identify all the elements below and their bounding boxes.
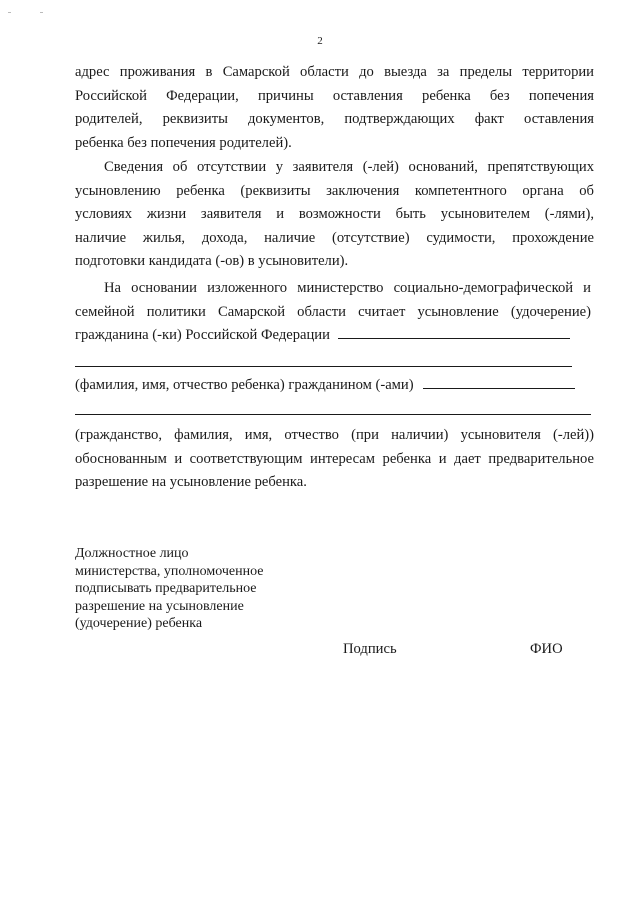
citizen-line-label: гражданина (-ки) Российской Федерации [75, 327, 330, 343]
paragraph-residence-continuation [75, 61, 594, 155]
adopter-blank [423, 374, 575, 389]
official-title-line: Должностное лицо [75, 546, 189, 561]
text-line: подготовки кандидата (-ов) в усыновители). [75, 253, 349, 269]
text-line: На основании изложенного министерство социально-демографической и [104, 280, 591, 296]
text-line: усыновлению ребенка (реквизиты заключения компетентного органа об [75, 182, 594, 199]
text-line: Российской Федерации, причины оставления ребенка без попечения [75, 87, 594, 104]
official-title [75, 545, 335, 633]
text-line: условиях жизни заявителя и возможности быть усыновителем (-лями), [75, 206, 594, 222]
page-number: 2 [317, 35, 323, 47]
text-line: родителей, реквизиты документов, подтверждающих факт оставления [75, 111, 594, 127]
text-line: Сведения об отсутствии у заявителя (-лей) оснований, препятствующих [104, 159, 594, 175]
text-line: разрешение на усыновление ребенка. [75, 474, 307, 490]
fio-label: ФИО [530, 641, 563, 657]
paragraph-decision [75, 277, 591, 324]
text-line: ребенка без попечения родителей). [75, 134, 292, 151]
signature-label: Подпись [343, 641, 397, 657]
official-title-line: подписывать предварительное [75, 581, 257, 596]
scan-speck [40, 12, 43, 13]
citizen-name-blank [338, 324, 570, 339]
text-line: обоснованным и соответствующим интересам ребенка и дает предварительное [75, 450, 594, 467]
text-line: адрес проживания в Самарской области до выезда за пределы территории [75, 64, 594, 80]
paragraph-applicant-info [75, 156, 594, 274]
blank-rule [75, 366, 572, 367]
official-title-line: (удочерение) ребенка [75, 616, 203, 631]
paragraph-closing [75, 424, 594, 495]
text-line: (гражданство, фамилия, имя, отчество (при наличии) усыновителя (-лей)) [75, 427, 594, 443]
text-line: наличие жилья, дохода, наличие (отсутствие) судимости, прохождение [75, 229, 594, 246]
official-title-line: министерства, уполномоченное [75, 563, 264, 579]
child-fio-line [75, 374, 594, 398]
citizen-line [75, 324, 594, 348]
child-fio-label: (фамилия, имя, отчество ребенка) гражданином (-ами) [75, 377, 414, 393]
scan-speck [8, 12, 11, 13]
blank-rule [75, 414, 591, 415]
text-line: семейной политики Самарской области считает усыновление (удочерение) [75, 303, 591, 320]
official-title-line: разрешение на усыновление [75, 598, 244, 614]
